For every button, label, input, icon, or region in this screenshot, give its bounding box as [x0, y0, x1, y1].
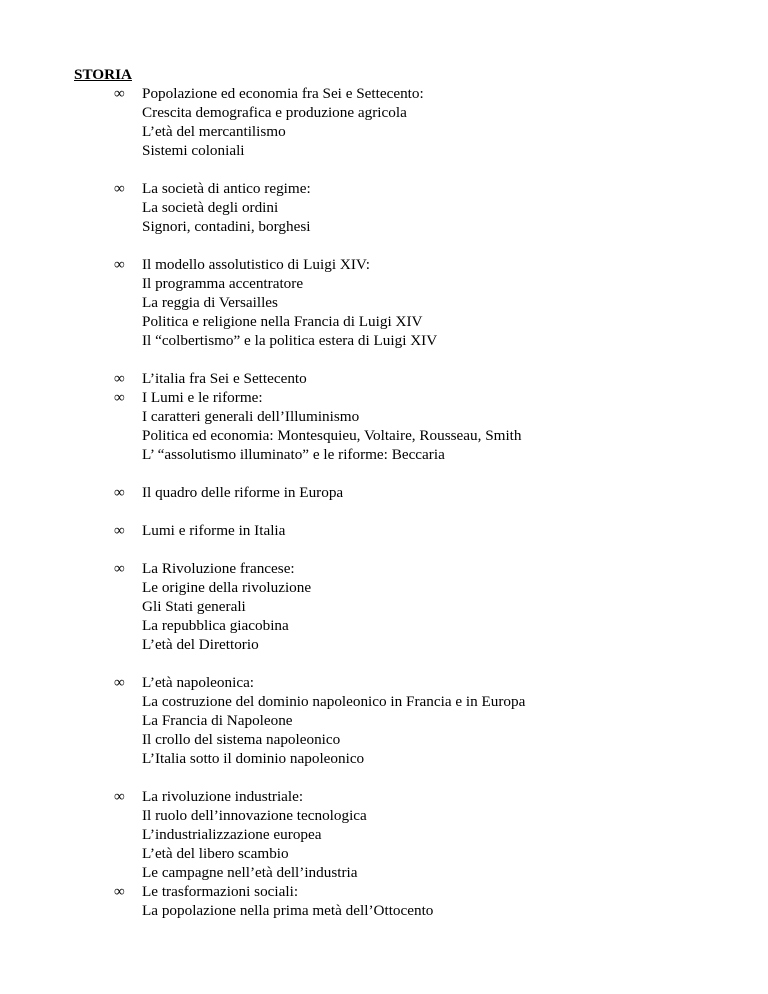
subtopic-line: Le origine della rivoluzione: [142, 579, 312, 596]
infinity-bullet-icon: ∞: [114, 389, 125, 406]
subtopic-line: Sistemi coloniali: [142, 142, 245, 159]
infinity-bullet-icon: ∞: [114, 256, 125, 273]
topic-heading: La Rivoluzione francese:: [142, 560, 295, 577]
infinity-bullet-icon: ∞: [114, 484, 125, 501]
subtopic-line: La reggia di Versailles: [142, 294, 278, 311]
topic-item: [74, 787, 754, 882]
topic-heading-row: [74, 882, 754, 901]
infinity-bullet-icon: ∞: [114, 674, 125, 691]
topic-heading: Lumi e riforme in Italia: [142, 522, 286, 539]
subtopic-line: L’ “assolutismo illuminato” e le riforme: Beccaria: [142, 446, 445, 463]
topic-item: [74, 882, 754, 920]
topic-heading: La rivoluzione industriale:: [142, 788, 304, 805]
infinity-bullet-icon: ∞: [114, 883, 125, 900]
topic-item: [74, 521, 754, 540]
topic-item: [74, 179, 754, 236]
infinity-bullet-icon: ∞: [114, 788, 125, 805]
topic-heading: Il modello assolutistico di Luigi XIV:: [142, 256, 370, 273]
topic-heading-row: [74, 255, 754, 274]
subtopic-line: Il crollo del sistema napoleonico: [142, 731, 341, 748]
subtopic-line: Politica e religione nella Francia di Luigi XIV: [142, 313, 423, 330]
topic-item: [74, 483, 754, 502]
topic-item: [74, 84, 754, 160]
subtopic-line: Il ruolo dell’innovazione tecnologica: [142, 807, 367, 824]
infinity-bullet-icon: ∞: [114, 370, 125, 387]
subtopic-line: La società degli ordini: [142, 199, 279, 216]
topic-heading-row: [74, 787, 754, 806]
subtopic-line: Politica ed economia: Montesquieu, Voltaire, Rousseau, Smith: [142, 427, 522, 444]
subtopic-line: L’età del mercantilismo: [142, 123, 286, 140]
topic-heading-row: [74, 388, 754, 407]
topic-heading-row: [74, 483, 754, 502]
subtopic-line: Il programma accentratore: [142, 275, 304, 292]
subtopic-line: La popolazione nella prima metà dell’Ottocento: [142, 902, 434, 919]
subtopic-line: La repubblica giacobina: [142, 617, 289, 634]
subtopic-line: Il “colbertismo” e la politica estera di Luigi XIV: [142, 332, 438, 349]
topic-item: [74, 255, 754, 350]
subtopic-line: Gli Stati generali: [142, 598, 246, 615]
subtopic-line: La Francia di Napoleone: [142, 712, 293, 729]
topic-item: [74, 673, 754, 768]
infinity-bullet-icon: ∞: [114, 180, 125, 197]
subtopic-line: Signori, contadini, borghesi: [142, 218, 311, 235]
section-title: STORIA: [74, 66, 132, 83]
topic-heading: I Lumi e le riforme:: [142, 389, 263, 406]
topic-heading: Il quadro delle riforme in Europa: [142, 484, 344, 501]
subtopic-line: L’industrializzazione europea: [142, 826, 322, 843]
subtopic-line: L’età del Direttorio: [142, 636, 259, 653]
subtopic-line: La costruzione del dominio napoleonico in Francia e in Europa: [142, 693, 526, 710]
topic-heading-row: [74, 673, 754, 692]
topic-heading-row: [74, 369, 754, 388]
infinity-bullet-icon: ∞: [114, 85, 125, 102]
topic-heading: Le trasformazioni sociali:: [142, 883, 299, 900]
topic-item: [74, 388, 754, 464]
topic-item: [74, 559, 754, 654]
infinity-bullet-icon: ∞: [114, 522, 125, 539]
subtopic-line: Le campagne nell’età dell’industria: [142, 864, 358, 881]
topic-heading: Popolazione ed economia fra Sei e Settecento:: [142, 85, 424, 102]
topic-heading: La società di antico regime:: [142, 180, 311, 197]
topic-heading-row: [74, 84, 754, 103]
topic-heading: L’italia fra Sei e Settecento: [142, 370, 307, 387]
subtopic-line: I caratteri generali dell’Illuminismo: [142, 408, 360, 425]
topic-heading: L’età napoleonica:: [142, 674, 255, 691]
subtopic-line: L’Italia sotto il dominio napoleonico: [142, 750, 365, 767]
topic-heading-row: [74, 521, 754, 540]
topic-item: [74, 369, 754, 388]
subtopic-line: L’età del libero scambio: [142, 845, 289, 862]
subtopic-line: Crescita demografica e produzione agricola: [142, 104, 407, 121]
topic-heading-row: [74, 559, 754, 578]
topic-heading-row: [74, 179, 754, 198]
infinity-bullet-icon: ∞: [114, 560, 125, 577]
